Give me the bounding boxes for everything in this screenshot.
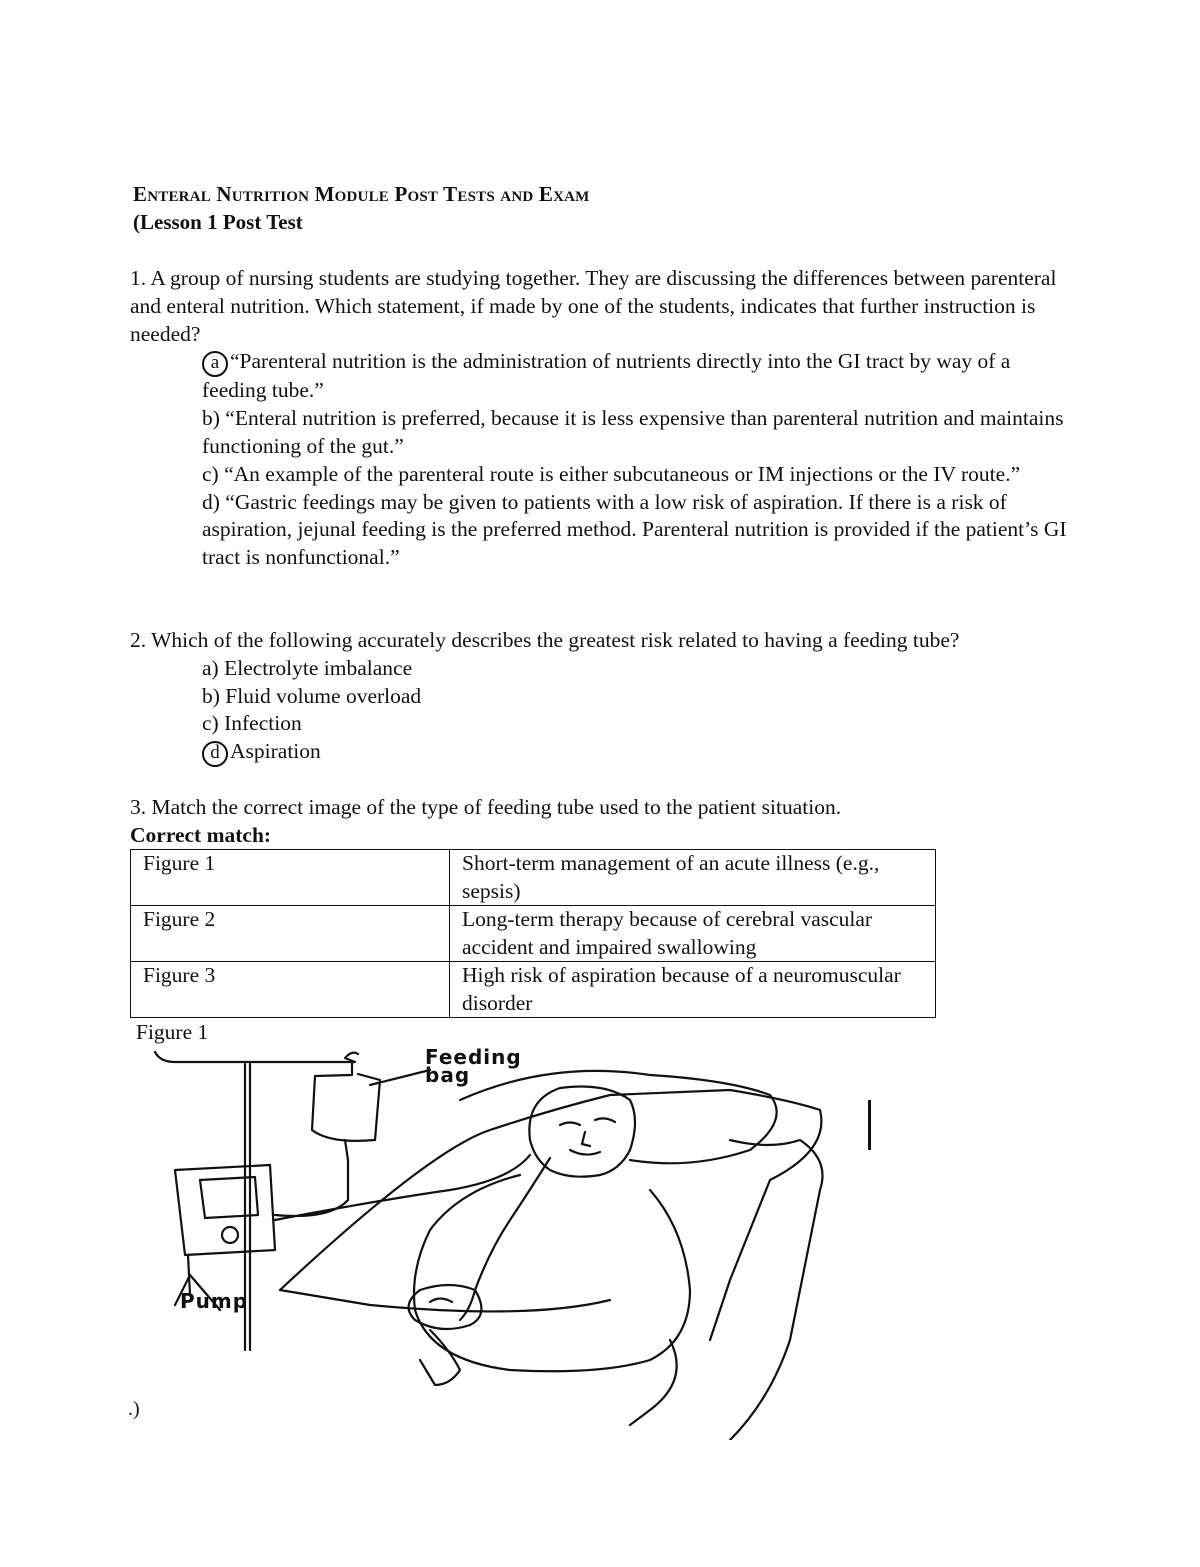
answer-text: Aspiration (230, 739, 321, 764)
circled-answer-marker: a (202, 351, 228, 377)
footer-mark: .) (128, 1398, 140, 1420)
stomach (409, 1285, 482, 1329)
figure-cell: Figure 2 (131, 906, 450, 962)
answer-text: Infection (224, 711, 302, 736)
table-row (131, 906, 936, 962)
answer-letter: b (202, 683, 213, 708)
document-subtitle: (Lesson 1 Post Test (133, 210, 303, 234)
question-3 (130, 794, 1070, 850)
answer-options (202, 655, 1070, 767)
figure-cell: Figure 3 (131, 962, 450, 1018)
figure-cell: Figure 1 (131, 850, 450, 906)
answer-options (202, 348, 1070, 572)
question-stem: 3. Match the correct image of the type of feeding tube used to the patient situation. (130, 795, 842, 819)
pump-label: Pump (180, 1289, 249, 1313)
question-1 (130, 265, 1070, 572)
situation-cell: Long-term therapy because of cerebral vascular accident and impaired swallowing (450, 906, 936, 962)
pillow (460, 1071, 777, 1163)
answer-option-d (202, 738, 1070, 767)
question-stem: 2. Which of the following accurately describes the greatest risk related to having a feeding tube? (130, 628, 960, 652)
feeding-bag-label: Feeding (425, 1045, 522, 1069)
question-stem: 1. A group of nursing students are studying together. They are discussing the differences between parenteral and enteral nutrition. Which statement, if made by one of the students, indicates that further instruction is needed? (130, 266, 1057, 346)
iv-pole-top (155, 1052, 358, 1062)
table-row (131, 962, 936, 1018)
document-title: Enteral Nutrition Module Post Tests and Exam (133, 182, 590, 206)
nasogastric-tube (460, 1158, 550, 1320)
circled-answer-marker: d (202, 741, 228, 767)
stray-mark (868, 1100, 871, 1150)
correct-match-label: Correct match: (130, 822, 272, 847)
patient-torso (414, 1175, 690, 1371)
figure-label: Figure 1 (136, 1020, 209, 1044)
answer-letter: c (202, 711, 212, 736)
table-row (131, 850, 936, 906)
feeding-bag-icon (312, 1062, 380, 1141)
match-table (130, 849, 936, 1018)
answer-option-b: b) “Enteral nutrition is preferred, because it is less expensive than parenteral nutrition and maintains functioning of the gut.” (202, 406, 1064, 458)
answer-letter: c (202, 461, 212, 486)
feeding-tube-illustration (130, 1040, 850, 1440)
answer-option-c: c) Infection (202, 711, 302, 736)
answer-option-a (202, 348, 1070, 405)
answer-option-d: d) “Gastric feedings may be given to patients with a low risk of aspiration. If there is a risk of aspiration, jejunal feeding is the preferred method. Parenteral nutrition is provided if the patient’s GI tract is nonfunctional.” (202, 489, 1067, 570)
patient-head (529, 1087, 635, 1177)
answer-letter: b (202, 406, 213, 431)
feeding-tubing (275, 1155, 530, 1220)
answer-text: Electrolyte imbalance (224, 655, 413, 680)
document-header (133, 180, 1033, 236)
answer-option-b: b) Fluid volume overload (202, 683, 422, 708)
patient-arm (420, 1330, 460, 1385)
answer-text: “Enteral nutrition is preferred, because it is less expensive than parenteral nutrition and maintains functioning of the gut.” (202, 406, 1064, 458)
feeding-bag-label-line2: bag (425, 1063, 471, 1087)
answer-text: Fluid volume overload (225, 683, 422, 708)
answer-text: “An example of the parenteral route is either subcutaneous or IM injections or the IV route.” (224, 461, 1021, 486)
answer-option-c: c) “An example of the parenteral route is either subcutaneous or IM injections or the IV route.” (202, 461, 1021, 486)
situation-cell: High risk of aspiration because of a neuromuscular disorder (450, 962, 936, 1018)
answer-text: “Parenteral nutrition is the administration of nutrients directly into the GI tract by way of a feeding tube.” (202, 349, 1011, 403)
answer-text: “Gastric feedings may be given to patients with a low risk of aspiration. If there is a risk of aspiration, jejunal feeding is the preferred method. Parenteral nutrition is provided if the patient’s GI tract is nonfunctional.” (202, 489, 1067, 570)
answer-option-a: a) Electrolyte imbalance (202, 655, 413, 680)
answer-letter: d (202, 489, 213, 514)
answer-letter: a (202, 655, 212, 680)
question-2 (130, 627, 1070, 767)
situation-cell: Short-term management of an acute illness (e.g., sepsis) (450, 850, 936, 906)
